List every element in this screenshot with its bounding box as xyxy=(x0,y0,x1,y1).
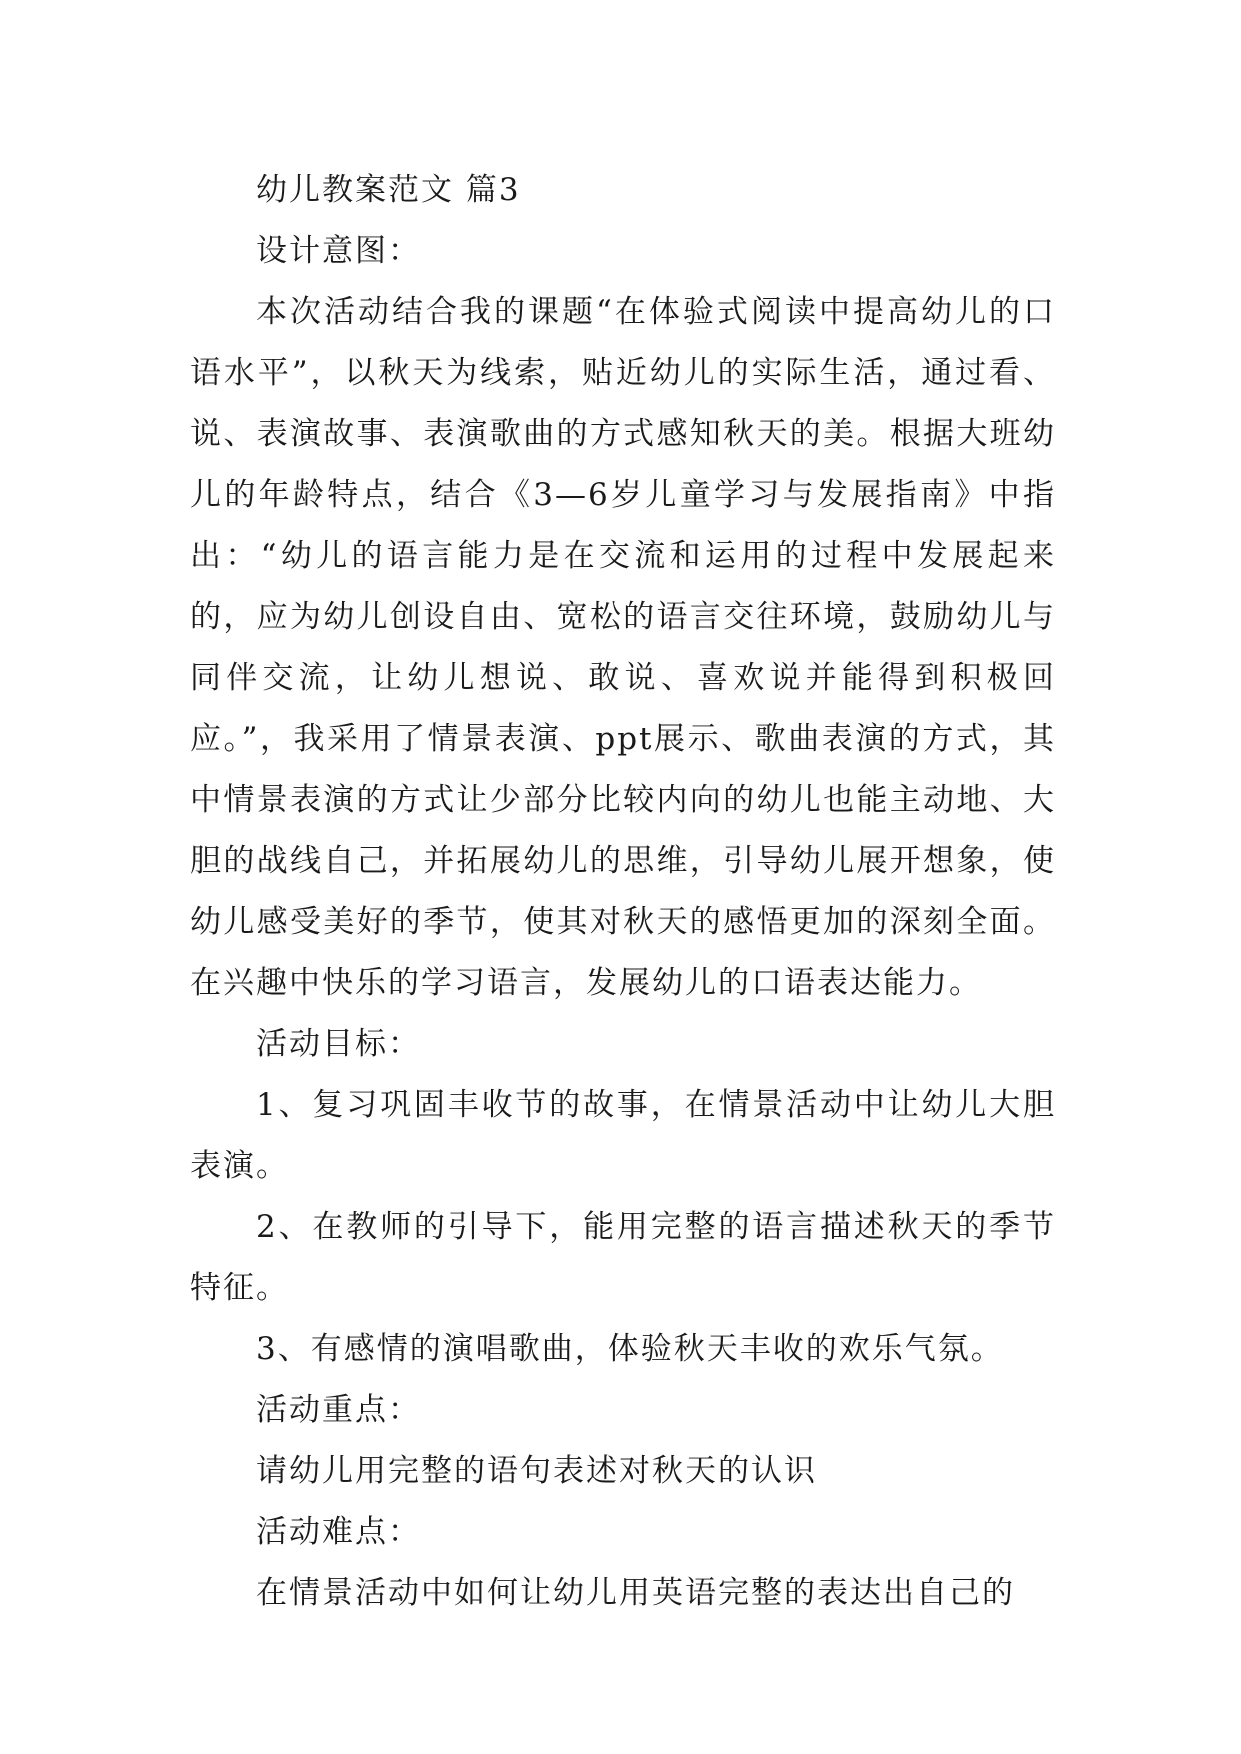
document-body xyxy=(190,160,1056,1624)
section-heading: 幼儿教案范文 篇3 xyxy=(256,172,521,208)
key-point-text: 请幼儿用完整的语句表述对秋天的认识 xyxy=(256,1453,817,1489)
activity-goal-2: 2、在教师的引导下，能用完整的语言描述秋天的季节特征。 xyxy=(190,1209,1056,1306)
key-point-label: 活动重点： xyxy=(256,1392,421,1428)
difficulty-text: 在情景活动中如何让幼儿用英语完整的表达出自己的 xyxy=(256,1575,1015,1611)
design-intent-label: 设计意图： xyxy=(256,233,421,269)
difficulty-label: 活动难点： xyxy=(256,1514,421,1550)
activity-goals-label: 活动目标： xyxy=(256,1026,421,1062)
activity-goal-1: 1、复习巩固丰收节的故事，在情景活动中让幼儿大胆表演。 xyxy=(190,1087,1056,1184)
design-intent-paragraph: 本次活动结合我的课题“在体验式阅读中提高幼儿的口语水平”，以秋天为线索，贴近幼儿的实际生活，通过看、说、表演故事、表演歌曲的方式感知秋天的美。根据大班幼儿的年龄特点，结合《3—6岁儿童学习与发展指南》中指出：“幼儿的语言能力是在交流和运用的过程中发展起来的，应为幼儿创设自由、宽松的语言交往环境，鼓励幼儿与同伴交流，让幼儿想说、敢说、喜欢说并能得到积极回应。”，我采用了情景表演、ppt展示、歌曲表演的方式，其中情景表演的方式让少部分比较内向的幼儿也能主动地、大胆的战线自己，并拓展幼儿的思维，引导幼儿展开想象，使幼儿感受美好的季节，使其对秋天的感悟更加的深刻全面。在兴趣中快乐的学习语言，发展幼儿的口语表达能力。 xyxy=(190,294,1056,1001)
activity-goal-3: 3、有感情的演唱歌曲，体验秋天丰收的欢乐气氛。 xyxy=(256,1331,1004,1367)
